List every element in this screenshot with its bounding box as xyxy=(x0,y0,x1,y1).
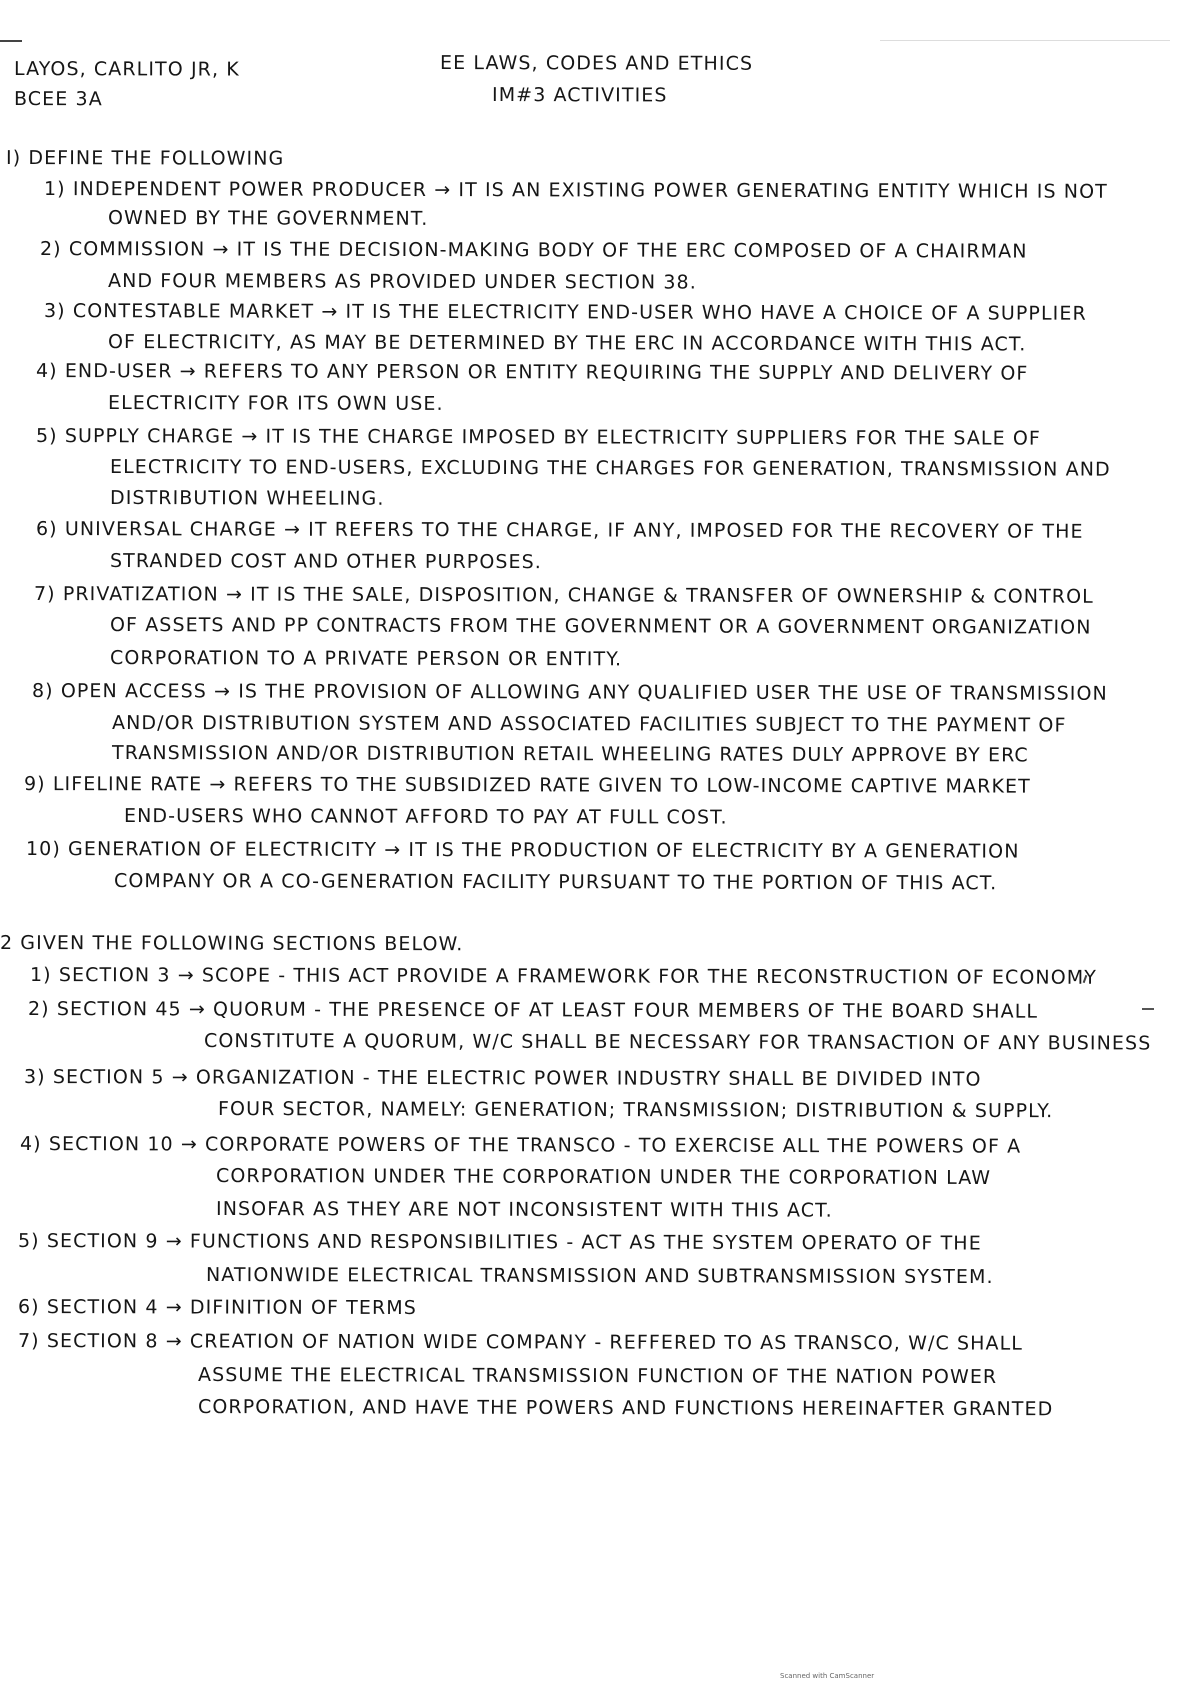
definition-line: OF ASSETS AND PP CONTRACTS FROM THE GOVERNMENT OR A GOVERNMENT ORGANIZATION xyxy=(109,614,1092,639)
section-line: CORPORATION UNDER THE CORPORATION UNDER THE CORPORATION LAW xyxy=(215,1165,992,1190)
scanner-watermark: Scanned with CamScanner xyxy=(780,1672,875,1680)
definition-line: 7) PRIVATIZATION → IT IS THE SALE, DISPOSITION, CHANGE & TRANSFER OF OWNERSHIP & CONTROL xyxy=(33,583,1094,608)
student-name: LAYOS, CARLITO JR, K xyxy=(13,58,240,81)
section-line: INSOFAR AS THEY ARE NOT INCONSISTENT WITH THIS ACT. xyxy=(215,1198,833,1222)
section-line: NATIONWIDE ELECTRICAL TRANSMISSION AND SUBTRANSMISSION SYSTEM. xyxy=(205,1264,994,1289)
definition-line: AND/OR DISTRIBUTION SYSTEM AND ASSOCIATED FACILITIES SUBJECT TO THE PAYMENT OF xyxy=(111,712,1067,737)
definition-line: 1) INDEPENDENT POWER PRODUCER → IT IS AN EXISTING POWER GENERATING ENTITY WHICH IS NOT xyxy=(43,178,1108,203)
student-section: BCEE 3A xyxy=(13,88,103,111)
definition-line: 3) CONTESTABLE MARKET → IT IS THE ELECTRICITY END-USER WHO HAVE A CHOICE OF A SUPPLIER xyxy=(43,300,1087,325)
definition-line: OWNED BY THE GOVERNMENT. xyxy=(107,207,429,230)
definition-line: END-USERS WHO CANNOT AFFORD TO PAY AT FULL COST. xyxy=(123,805,728,829)
definition-line: OF ELECTRICITY, AS MAY BE DETERMINED BY THE ERC IN ACCORDANCE WITH THIS ACT. xyxy=(107,331,1027,356)
part2-title: 2 GIVEN THE FOLLOWING SECTIONS BELOW. xyxy=(0,932,464,956)
section-line: 7) SECTION 8 → CREATION OF NATION WIDE COMPANY - REFFERED TO AS TRANSCO, W/C SHALL xyxy=(17,1330,1024,1355)
definition-line: TRANSMISSION AND/OR DISTRIBUTION RETAIL WHEELING RATES DULY APPROVE BY ERC xyxy=(111,742,1029,767)
stray-mark xyxy=(1142,1008,1154,1010)
scan-edge-mark xyxy=(880,40,1170,41)
definition-line: 2) COMMISSION → IT IS THE DECISION-MAKING BODY OF THE ERC COMPOSED OF A CHAIRMAN xyxy=(39,238,1028,263)
section-line: 3) SECTION 5 → ORGANIZATION - THE ELECTRIC POWER INDUSTRY SHALL BE DIVIDED INTO xyxy=(23,1066,982,1091)
activity-title: IM#3 ACTIVITIES xyxy=(491,84,668,107)
definition-line: 6) UNIVERSAL CHARGE → IT REFERS TO THE CHARGE, IF ANY, IMPOSED FOR THE RECOVERY OF THE xyxy=(35,518,1084,543)
definition-line: 9) LIFELINE RATE → REFERS TO THE SUBSIDIZED RATE GIVEN TO LOW-INCOME CAPTIVE MARKET xyxy=(23,773,1031,798)
definition-line: ELECTRICITY FOR ITS OWN USE. xyxy=(107,392,444,415)
definition-line: STRANDED COST AND OTHER PURPOSES. xyxy=(109,550,542,574)
part1-title: I) DEFINE THE FOLLOWING xyxy=(5,147,285,170)
section-line: CONSTITUTE A QUORUM, W/C SHALL BE NECESSARY FOR TRANSACTION OF ANY BUSINESS xyxy=(203,1030,1152,1055)
definition-line: COMPANY OR A CO-GENERATION FACILITY PURSUANT TO THE PORTION OF THIS ACT. xyxy=(113,870,998,895)
definition-line: DISTRIBUTION WHEELING. xyxy=(109,487,385,510)
section-line: CORPORATION, AND HAVE THE POWERS AND FUNCTIONS HEREINAFTER GRANTED xyxy=(197,1396,1054,1421)
section-line: FOUR SECTOR, NAMELY: GENERATION; TRANSMISSION; DISTRIBUTION & SUPPLY. xyxy=(217,1098,1054,1123)
section-line: 1) SECTION 3 → SCOPE - THIS ACT PROVIDE A FRAMEWORK FOR THE RECONSTRUCTION OF ECONOMY xyxy=(29,964,1098,989)
definition-line: 8) OPEN ACCESS → IS THE PROVISION OF ALLOWING ANY QUALIFIED USER THE USE OF TRANSMISSION xyxy=(31,680,1108,705)
section-line: 4) SECTION 10 → CORPORATE POWERS OF THE TRANSCO - TO EXERCISE ALL THE POWERS OF A xyxy=(19,1133,1022,1158)
definition-line: 5) SUPPLY CHARGE → IT IS THE CHARGE IMPOSED BY ELECTRICITY SUPPLIERS FOR THE SALE OF xyxy=(35,425,1041,450)
definition-line: AND FOUR MEMBERS AS PROVIDED UNDER SECTION 38. xyxy=(107,270,697,294)
section-line: 5) SECTION 9 → FUNCTIONS AND RESPONSIBILITIES - ACT AS THE SYSTEM OPERATO OF THE xyxy=(17,1230,982,1255)
definition-line: CORPORATION TO A PRIVATE PERSON OR ENTITY. xyxy=(109,647,623,671)
definition-line: 10) GENERATION OF ELECTRICITY → IT IS THE PRODUCTION OF ELECTRICITY BY A GENERATION xyxy=(25,838,1020,863)
definition-line: 4) END-USER → REFERS TO ANY PERSON OR ENTITY REQUIRING THE SUPPLY AND DELIVERY OF xyxy=(35,360,1029,385)
course-title: EE LAWS, CODES AND ETHICS xyxy=(439,52,754,75)
section-line: 6) SECTION 4 → DIFINITION OF TERMS xyxy=(17,1296,417,1320)
definition-line: ELECTRICITY TO END-USERS, EXCLUDING THE CHARGES FOR GENERATION, TRANSMISSION AND xyxy=(109,456,1111,481)
section-line: ASSUME THE ELECTRICAL TRANSMISSION FUNCTION OF THE NATION POWER xyxy=(197,1364,998,1389)
section-line: 2) SECTION 45 → QUORUM - THE PRESENCE OF AT LEAST FOUR MEMBERS OF THE BOARD SHALL xyxy=(27,998,1039,1023)
scan-edge-mark xyxy=(0,40,22,42)
